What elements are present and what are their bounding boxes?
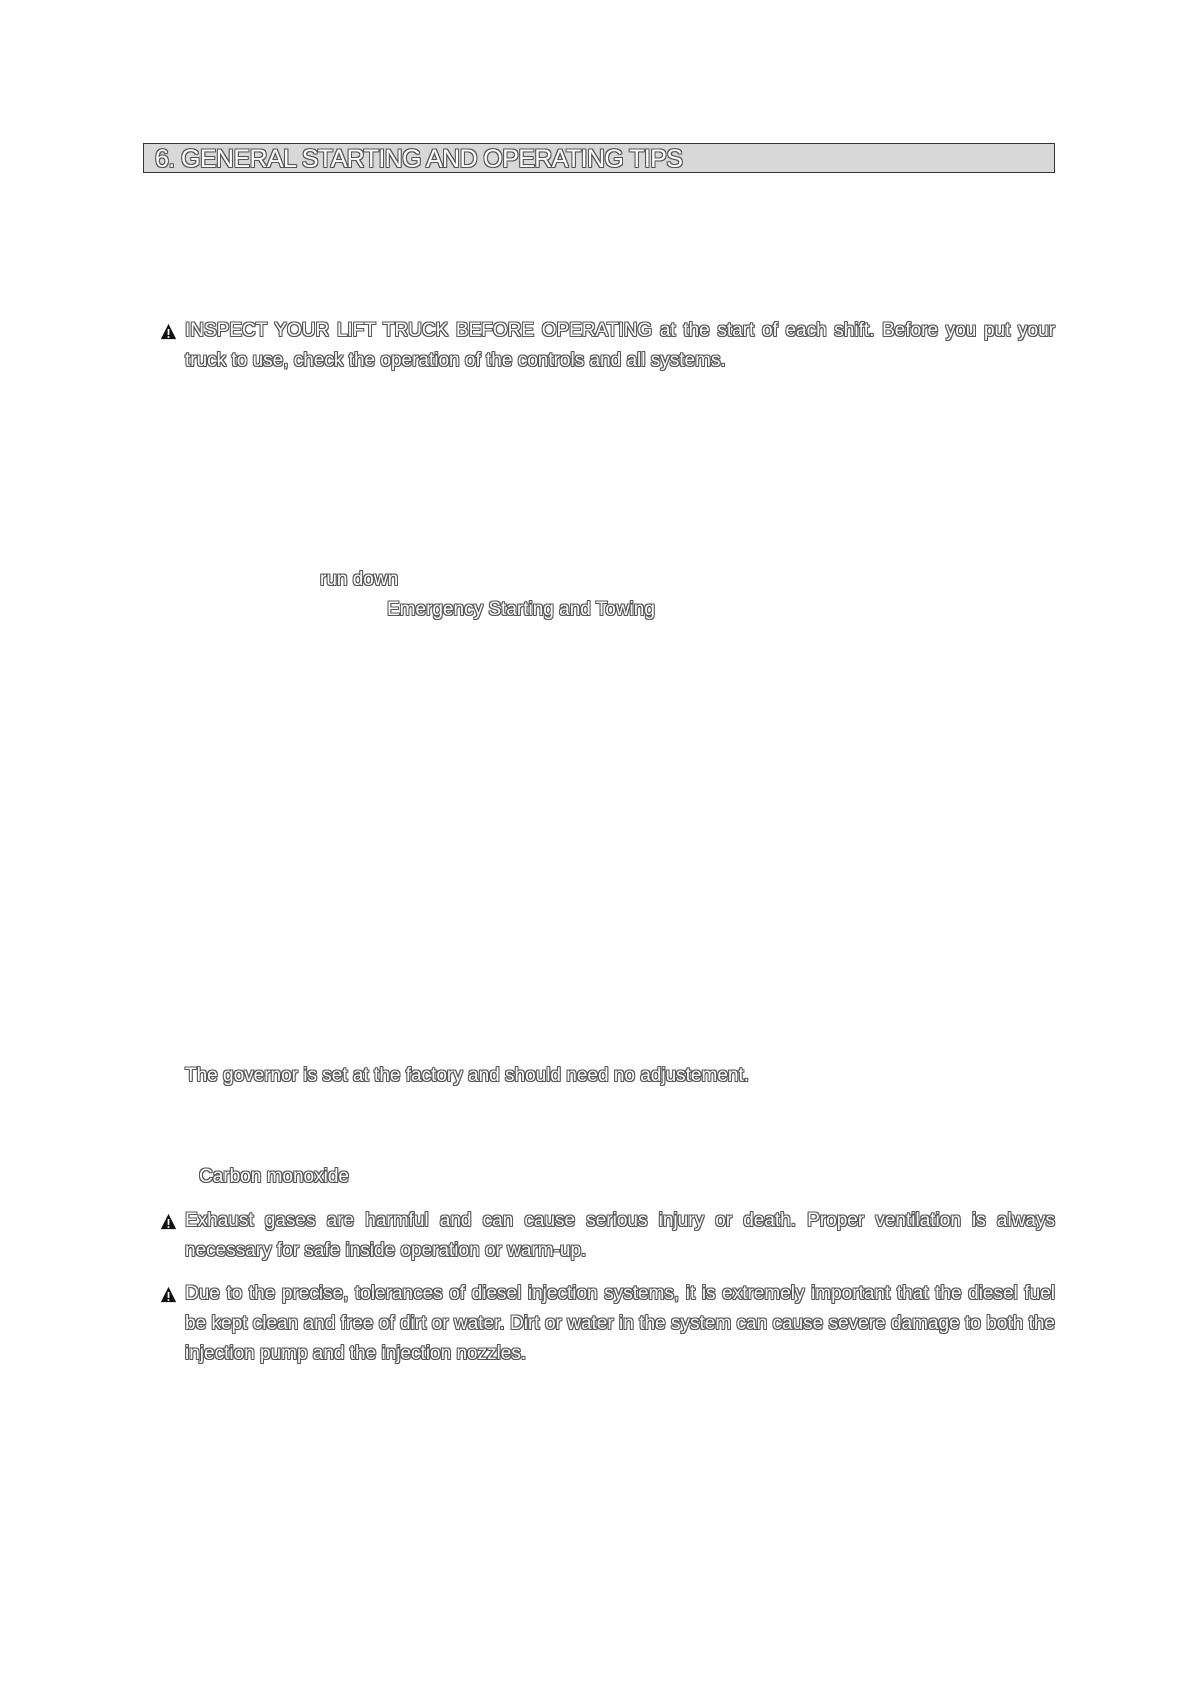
run-down-fragment: run down	[320, 569, 399, 590]
warning-triangle-icon	[160, 1286, 177, 1303]
carbon-monoxide-fragment: Carbon monoxide	[199, 1166, 349, 1187]
exhaust-warning	[160, 1206, 1055, 1266]
inspect-warning	[160, 316, 1055, 376]
inspect-warning-text: INSPECT YOUR LIFT TRUCK BEFORE OPERATING at the start of each shift. Before you put your truck to use, check the operation of the controls and all systems.	[185, 320, 1055, 371]
governor-note	[160, 1061, 1055, 1091]
exhaust-warning-text: Exhaust gases are harmful and can cause serious injury or death. Proper ventilation is always necessary for safe inside operation or warm-up.	[185, 1210, 1055, 1261]
section-heading	[143, 143, 1055, 173]
governor-note-text: The governor is set at the factory and should need no adjustement.	[185, 1065, 750, 1086]
diesel-warning-text: Due to the precise, tolerances of diesel injection systems, it is extremely important that the diesel fuel be kept clean and free of dirt or water. Dirt or water in the system can cause severe damage to both the injection pump and the injection nozzles.	[185, 1283, 1055, 1364]
warning-triangle-icon	[160, 323, 177, 340]
emergency-starting-fragment: Emergency Starting and Towing	[387, 599, 655, 620]
warning-triangle-icon	[160, 1213, 177, 1230]
section-heading-text: 6. GENERAL STARTING AND OPERATING TIPS	[155, 145, 683, 173]
diesel-warning	[160, 1279, 1055, 1369]
